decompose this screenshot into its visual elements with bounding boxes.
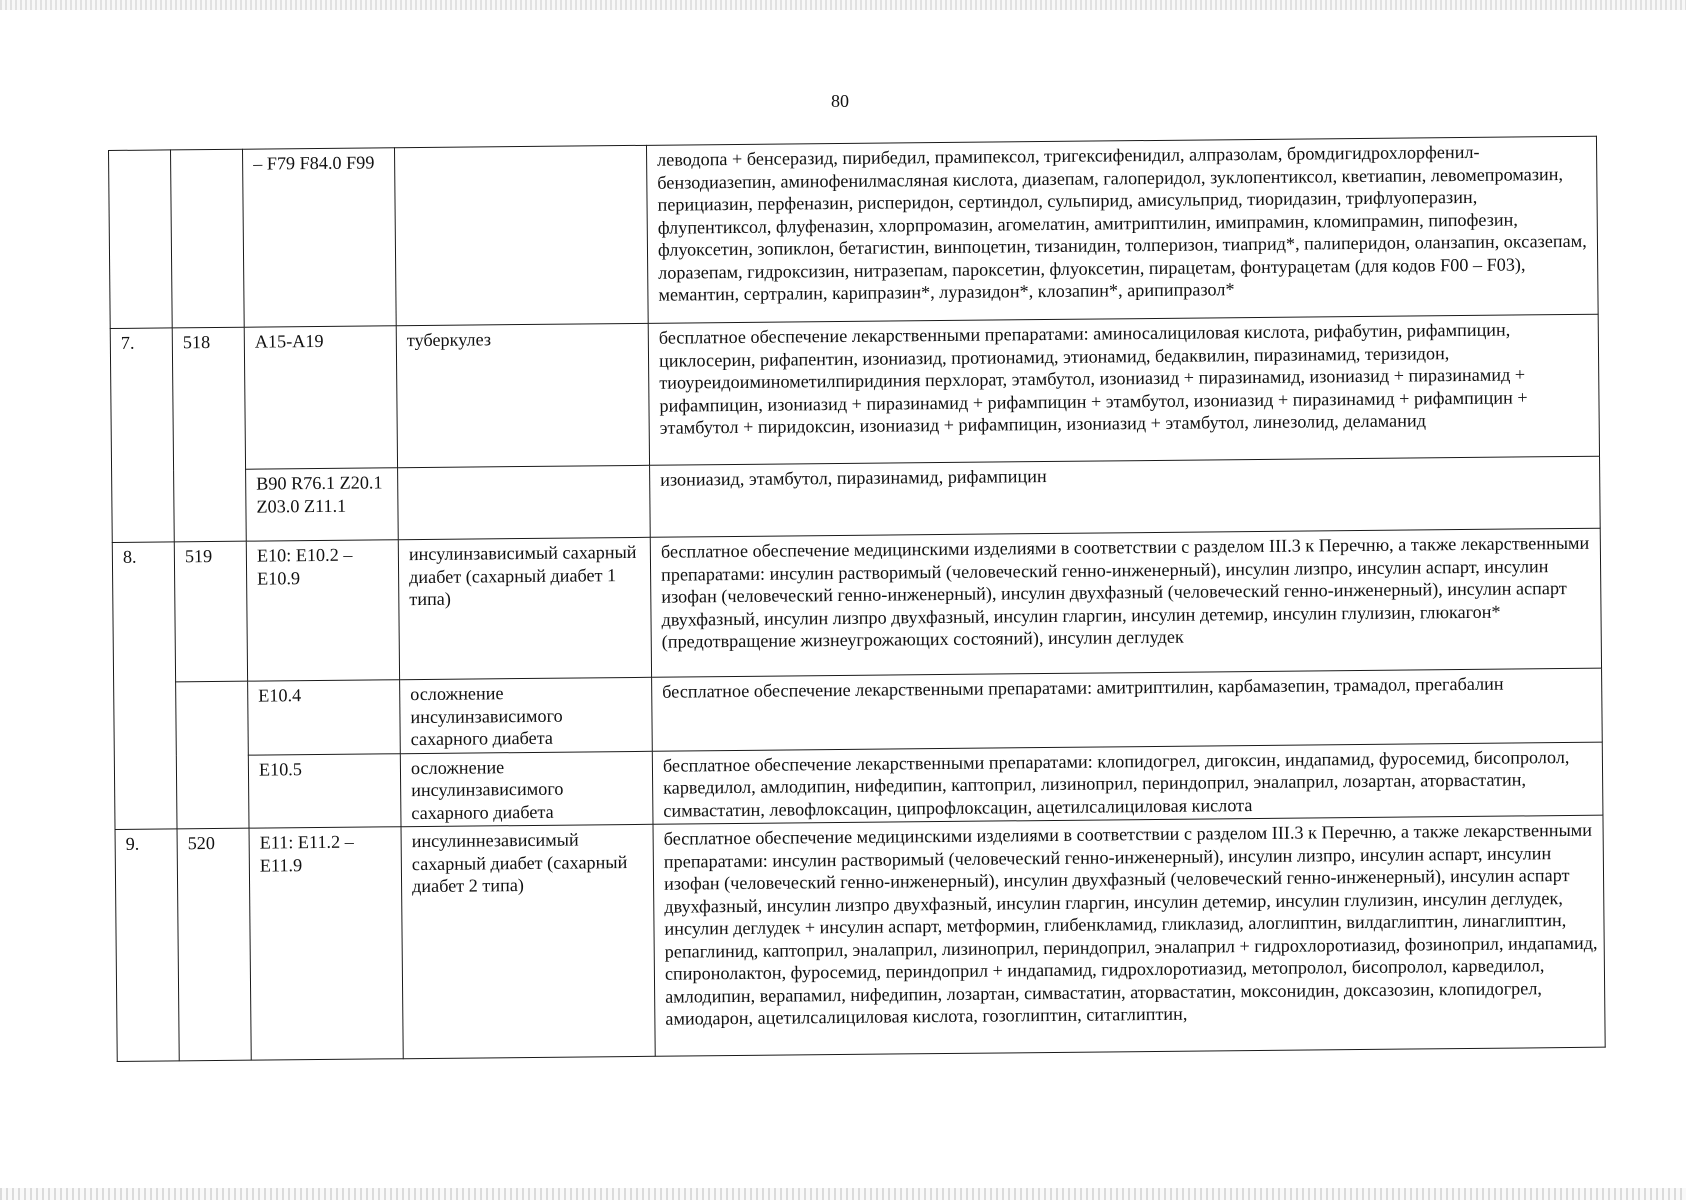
drugs-cell: бесплатное обеспечение лекарственными препаратами: клопидогрел, дигоксин, индапамид, фуросемид, бисопролол, карведилол, амлодипин, нифедипин, каптоприл, лизиноприл, периндоприл, эналаприл, лозартан, аторвастатин, симвастатин, левофлоксацин, ципрофлоксацин, ацетилсалициловая кислота <box>652 742 1603 825</box>
icd-codes-cell: E10: E10.2 – E10.9 <box>246 540 399 681</box>
drugs-cell: бесплатное обеспечение медицинскими изделиями в соответствии с разделом III.3 к Перечню, а также лекарственными препаратами: инсулин растворимый (человеческий генно-инженерный), инсулин лизпро, инсулин аспарт, инсулин изофан (человеческий генно-инженерный), инсулин двухфазный (человеческий генно-инженерный), инсулин аспарт двухфазный, инсулин лизпро двухфазный, инсулин гларгин, инсулин детемир, инсулин глулизин, глюкагон* (предотвращение жизнеугрожающих состояний), инсулин деглудек <box>650 528 1601 677</box>
drugs-cell: бесплатное обеспечение медицинскими изделиями в соответствии с разделом III.3 к Перечню, а также лекарственными препаратами: инсулин растворимый (человеческий генно-инженерный), инсулин лизпро, инсулин аспарт, инсулин изофан (человеческий генно-инженерный), инсулин двухфазный (человеческий генно-инженерный), инсулин аспарт двухфазный, инсулин лизпро двухфазный, инсулин гларгин, инсулин детемир, инсулин глулизин, инсулин деглудек, инсулин деглудек + инсулин аспарт, метформин, глибенкламид, гликлазид, алоглиптин, вилдаглиптин, линаглиптин, репаглинид, каптоприл, эналаприл, лизиноприл, периндоприл, эналаприл + гидрохлоротиазид, фозиноприл, индапамид, спиронолактон, фуросемид, периндоприл + индапамид, гидрохлоротиазид, метопролол, бисопролол, карведилол, амлодипин, верапамил, нифедипин, лозартан, симвастатин, аторвастатин, моксонидин, доксазозин, клопидогрел, амиодарон, ацетилсалициловая кислота, гозоглиптин, ситаглиптин, <box>653 815 1605 1056</box>
model-number-cell <box>171 149 245 328</box>
disease-cell: осложнение инсулинзависимого сахарного диабета <box>400 677 653 753</box>
drugs-cell: бесплатное обеспечение лекарственными препаратами: амитриптилин, карбамазепин, трамадол, прегабалин <box>652 668 1603 751</box>
model-number-cell <box>176 681 249 829</box>
icd-codes-cell: B90 R76.1 Z20.1 Z03.0 Z11.1 <box>246 468 399 541</box>
row-number-cell <box>109 150 173 329</box>
scan-noise-bottom <box>0 1188 1686 1200</box>
drug-provision-table <box>108 136 1606 1062</box>
icd-codes-cell: – F79 F84.0 F99 <box>242 148 396 327</box>
disease-cell: инсулиннезависимый сахарный диабет (сахарный диабет 2 типа) <box>401 824 655 1058</box>
page-number: 80 <box>831 91 849 111</box>
drugs-cell: леводопа + бенсеразид, пирибедил, прамипексол, тригексифенидил, алпразолам, бромдигидрохлорфенил-бензодиазепин, аминофенилмасляная кислота, диазепам, галоперидол, зуклопентиксол, кветиапин, левомепромазин, перициазин, перфеназин, рисперидон, сертиндол, сульпирид, амисульприд, тиоридазин, трифлуоперазин, флупентиксол, флуфеназин, хлорпромазин, агомелатин, амитриптилин, имипрамин, кломипрамин, пипофезин, флуоксетин, зопиклон, бетагистин, винпоцетин, тизанидин, толперизон, тиаприд*, палиперидон, оланзапин, оксазепам, лоразепам, гидроксизин, нитразепам, пароксетин, флуоксетин, пирацетам, фонтурацетам (для кодов F00 – F03), мемантин, сертралин, карипразин*, луразидон*, клозапин*, арипипразол* <box>646 136 1598 323</box>
icd-codes-cell: A15-A19 <box>244 326 397 469</box>
table-row <box>109 136 1599 328</box>
drugs-cell: изониазид, этамбутол, пиразинамид, рифампицин <box>650 456 1601 537</box>
row-number-cell: 9. <box>115 829 179 1062</box>
table-row <box>114 742 1603 830</box>
icd-codes-cell: E10.5 <box>248 753 401 828</box>
scan-noise-top <box>0 0 1686 10</box>
table-row <box>114 668 1603 756</box>
disease-cell: осложнение инсулинзависимого сахарного диабета <box>400 751 653 827</box>
model-number-cell: 520 <box>177 828 251 1061</box>
model-number-cell: 519 <box>174 541 247 682</box>
disease-cell: туберкулез <box>396 323 649 467</box>
model-number-cell: 518 <box>172 327 246 542</box>
icd-codes-cell: E10.4 <box>248 680 401 755</box>
table-row <box>115 815 1605 1061</box>
disease-cell: инсулинзависимый сахарный диабет (сахарный диабет 1 типа) <box>398 537 651 679</box>
table-row <box>110 314 1599 470</box>
row-number-cell: 8. <box>112 542 177 830</box>
disease-cell <box>398 465 651 539</box>
icd-codes-cell: E11: E11.2 – E11.9 <box>249 827 403 1060</box>
drugs-cell: бесплатное обеспечение лекарственными препаратами: аминосалициловая кислота, рифабутин, рифампицин, циклосерин, рифапентин, изониазид, протионамид, этионамид, бедаквилин, пиразинамид, теризидон, тиоуреидоиминометилпиридиния перхлорат, этамбутол, изониазид + пиразинамид, изониазид + пиразинамид + рифампицин, изониазид + пиразинамид + рифампицин + этамбутол, изониазид + пиразинамид + рифампицин + этамбутол + пиридоксин, изониазид + рифампицин, изониазид + этамбутол, линезолид, деламанид <box>648 314 1599 465</box>
disease-cell <box>394 145 648 325</box>
row-number-cell: 7. <box>110 328 174 543</box>
table-row <box>112 528 1601 682</box>
